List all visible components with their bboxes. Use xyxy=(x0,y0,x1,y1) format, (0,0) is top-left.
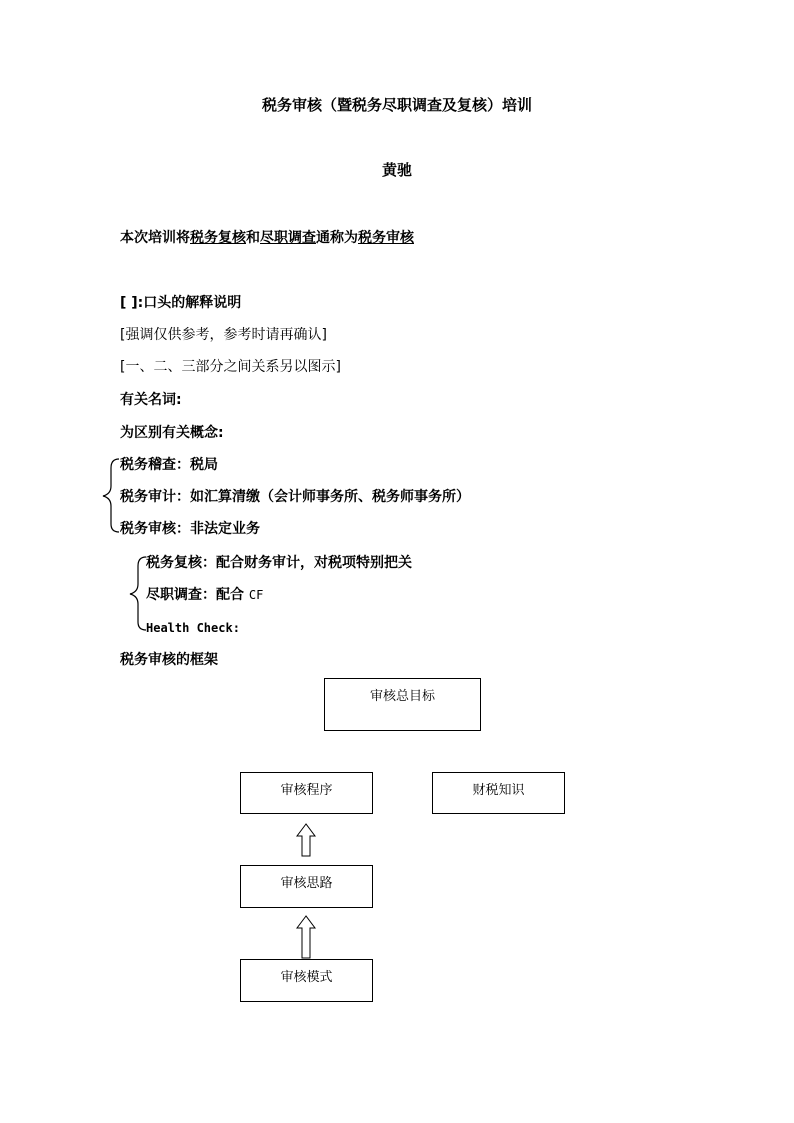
term-due-diligence-cf: 尽职调查：配合 CF xyxy=(146,587,264,603)
box-audit-approach: 审核思路 xyxy=(240,865,373,908)
terms-heading: 有关名词: xyxy=(120,392,182,408)
term-health-check: Health Check: xyxy=(146,621,240,635)
box-tax-knowledge: 财税知识 xyxy=(432,772,565,814)
note-reference: [强调仅供参考，参考时请再确认] xyxy=(120,327,327,343)
brace-group-1-icon xyxy=(103,459,119,532)
arrow-up-approach-to-procedure-icon xyxy=(297,824,315,856)
term-tax-review-nonstatutory: 税务审核：非法定业务 xyxy=(120,521,260,537)
intro-and: 和 xyxy=(246,230,260,246)
arrow-up-mode-to-approach-icon xyxy=(297,916,315,958)
intro-pre: 本次培训将 xyxy=(120,230,190,246)
term-tax-recheck: 税务复核：配合财务审计，对税项特别把关 xyxy=(146,555,412,571)
author-name: 黄驰 xyxy=(382,161,413,179)
intro-mid: 通称为 xyxy=(316,230,358,246)
document-title: 税务审核（暨税务尽职调查及复核）培训 xyxy=(261,96,532,114)
term-tax-review: 税务复核 xyxy=(190,230,246,246)
brace-group-2-icon xyxy=(130,557,146,630)
term-due-diligence: 尽职调查 xyxy=(260,230,316,246)
note-relationship: [一、二、三部分之间关系另以图示] xyxy=(120,359,341,375)
distinguish-heading: 为区别有关概念: xyxy=(120,425,224,441)
box-audit-goal: 审核总目标 xyxy=(324,678,481,731)
box-audit-mode: 审核模式 xyxy=(240,959,373,1002)
term-tax-inspection: 税务稽查：税局 xyxy=(120,457,218,473)
framework-heading: 税务审核的框架 xyxy=(120,652,218,668)
term-tax-audit: 税务审核 xyxy=(358,230,414,246)
note-verbal: [ ]:口头的解释说明 xyxy=(120,295,242,311)
box-audit-procedure: 审核程序 xyxy=(240,772,373,814)
term-tax-audit-statutory: 税务审计：如汇算清缴（会计师事务所、税务师事务所） xyxy=(120,489,470,505)
